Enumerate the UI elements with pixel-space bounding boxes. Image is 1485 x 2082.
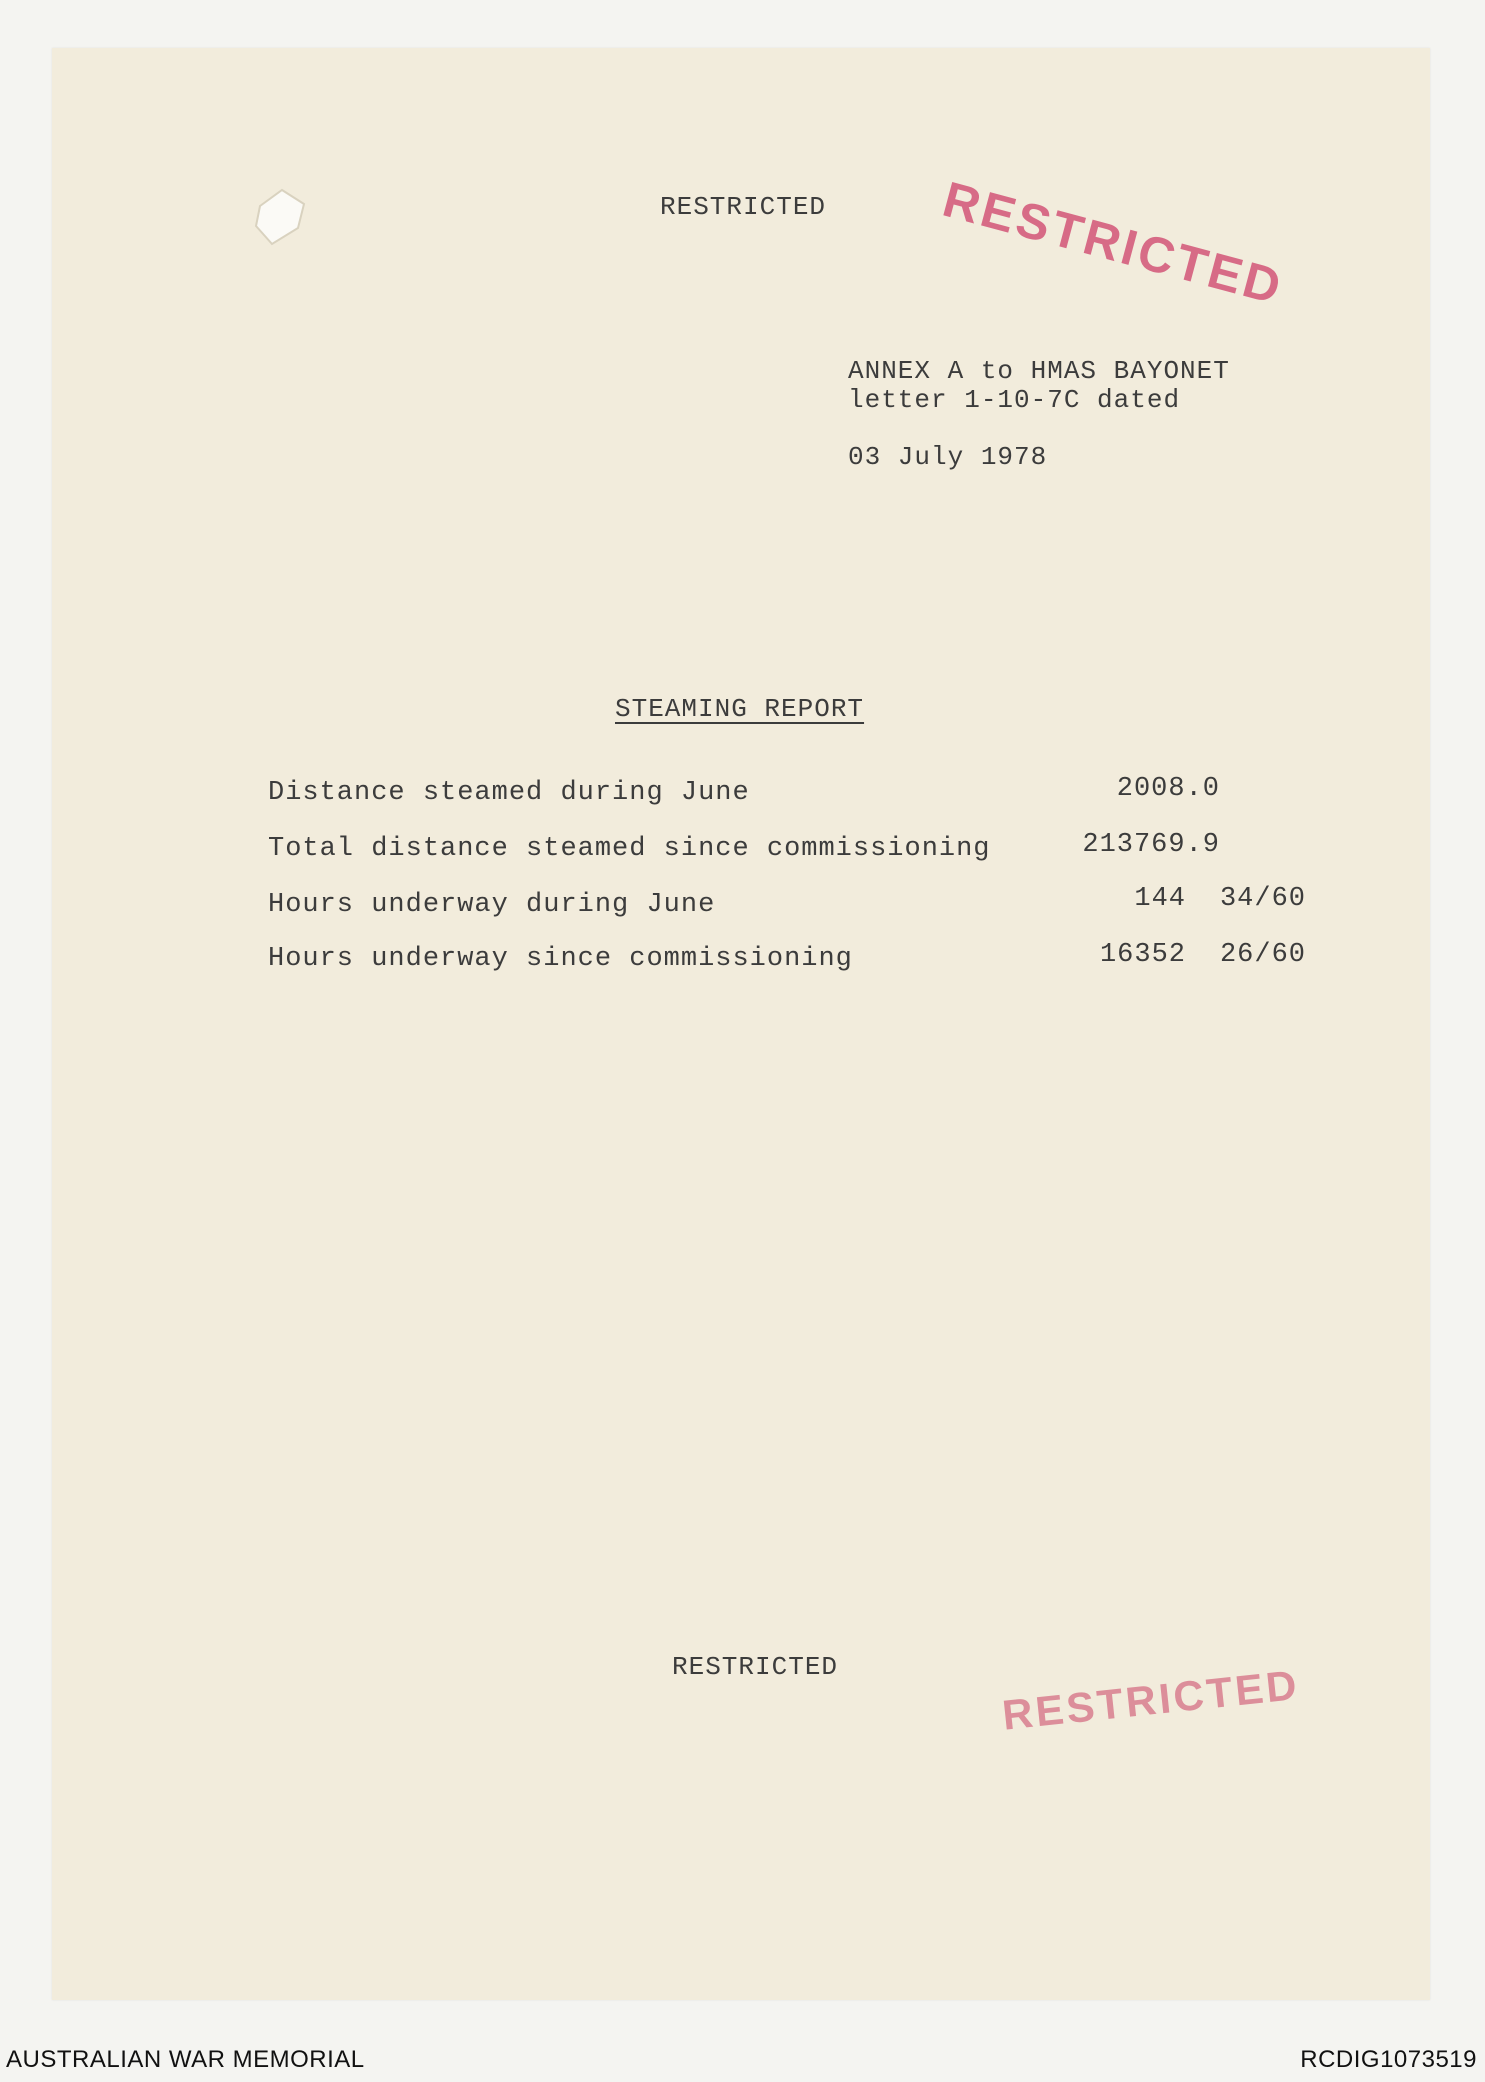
document-date: 03 July 1978 [848,442,1048,472]
row-fraction-hours-total: 26/60 [1219,940,1306,970]
row-value-hours-june: 144 [1134,884,1186,914]
restricted-stamp-top: RESTRICTED [937,170,1290,316]
row-label-distance-june: Distance steamed during June [268,778,750,808]
row-value-total-distance: 213769.9 [1082,830,1220,860]
footer-classification: RESTRICTED [672,1652,839,1682]
row-label-hours-june: Hours underway during June [268,890,716,920]
archive-record-id: RCDIG1073519 [1300,2046,1477,2073]
row-value-hours-total: 16352 [1099,940,1186,970]
restricted-stamp-bottom: RESTRICTED [1000,1660,1302,1739]
row-label-hours-total: Hours underway since commissioning [268,944,853,974]
row-label-total-distance: Total distance steamed since commissioning [268,834,991,864]
report-title: STEAMING REPORT [615,694,865,724]
paper-tear-mark [252,186,312,250]
header-classification: RESTRICTED [660,192,827,222]
row-value-distance-june: 2008.0 [1116,774,1220,804]
row-fraction-hours-june: 34/60 [1219,884,1306,914]
annex-reference-line2: letter 1-10-7C dated [848,385,1181,415]
archive-institution: AUSTRALIAN WAR MEMORIAL [6,2046,365,2073]
annex-reference-line1: ANNEX A to HMAS BAYONET [848,356,1230,386]
